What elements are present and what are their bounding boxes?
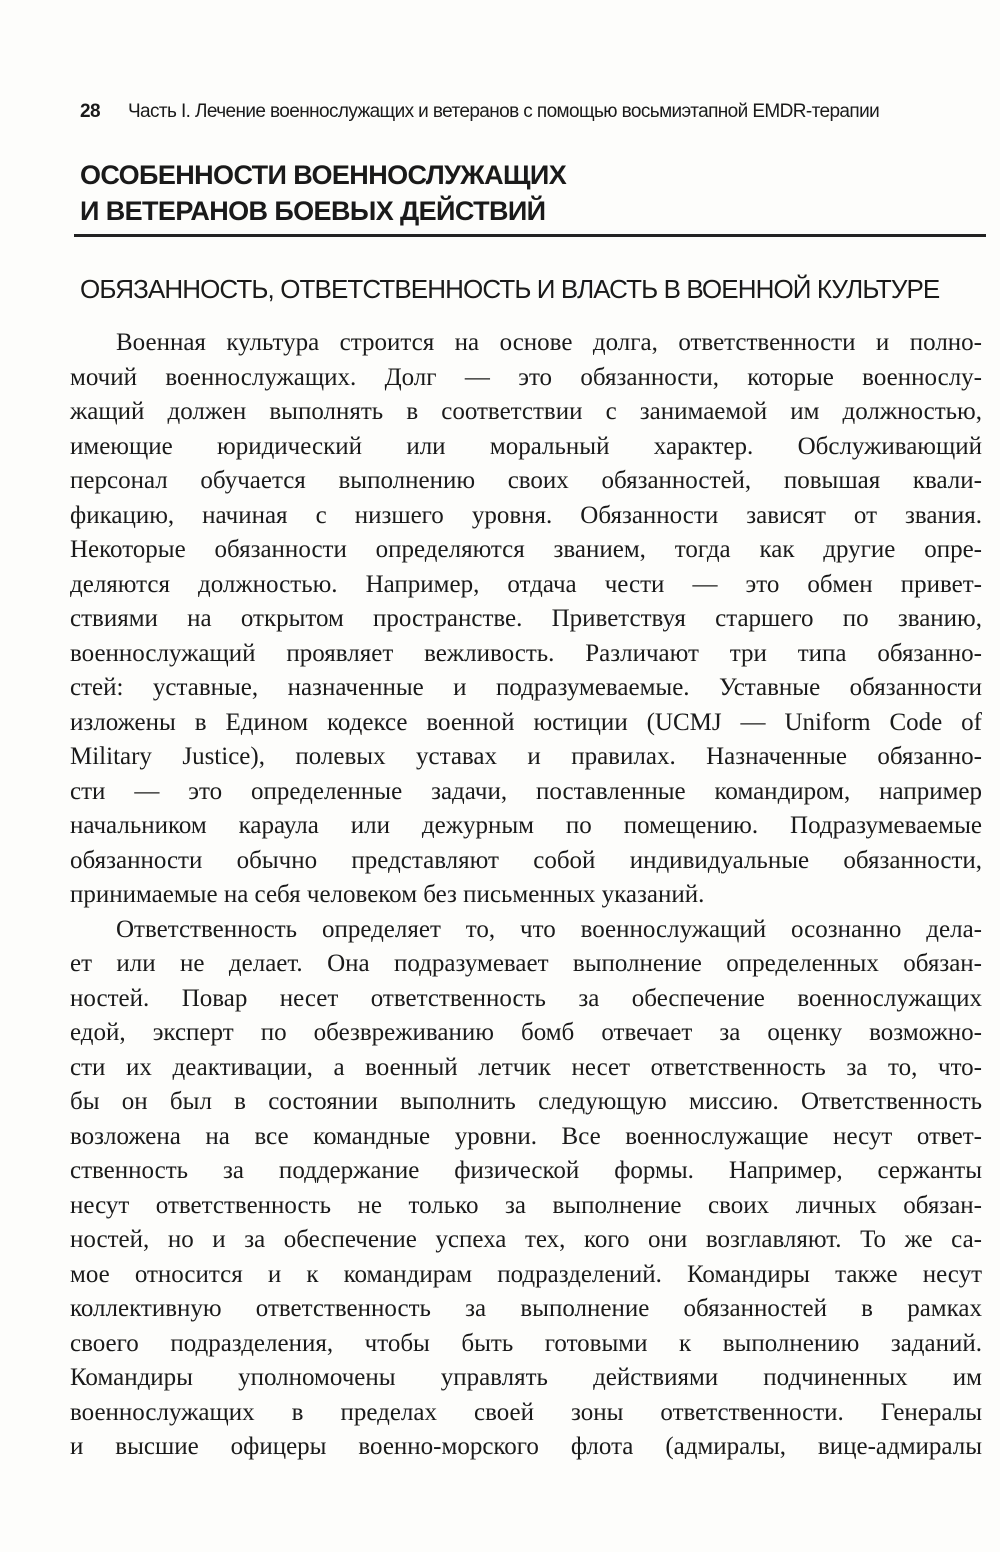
running-head bbox=[80, 101, 879, 123]
text-line: ет или не делает. Она подразумевает выполнение определенных обязан- bbox=[70, 950, 982, 977]
text-line: обязанности обычно представляют собой индивидуальные обязанности, bbox=[70, 846, 982, 874]
text-line: мочий военнослужащих. Долг — это обязанности, которые военнослу- bbox=[70, 363, 982, 391]
chapter-title-line: ОСОБЕННОСТИ ВОЕННОСЛУЖАЩИХ bbox=[80, 160, 567, 190]
text-line: ностей, но и за обеспечение успеха тех, кого они возглавляют. То же са- bbox=[70, 1226, 982, 1253]
text-line: коллективную ответственность за выполнение обязанностей в рамках bbox=[70, 1295, 982, 1322]
text-line: имеющие юридический или моральный характер. Обслуживающий bbox=[70, 432, 982, 460]
text-line: военнослужащий проявляет вежливость. Различают три типа обязанно- bbox=[70, 639, 982, 667]
text-line: Некоторые обязанности определяются званием, тогда как другие опре- bbox=[70, 536, 982, 563]
running-head-text: Часть I. Лечение военнослужащих и ветеранов с помощью восьмиэтапной EMDR-терапии bbox=[127, 101, 880, 122]
text-line: возложена на все командные уровни. Все военнослужащие несут ответ- bbox=[70, 1122, 982, 1150]
section-title: ОБЯЗАННОСТЬ, ОТВЕТСТВЕННОСТЬ И ВЛАСТЬ В ВОЕННОЙ КУЛЬТУРЕ bbox=[80, 274, 940, 304]
text-line: военнослужащих в пределах своей зоны ответственности. Генералы bbox=[70, 1398, 982, 1426]
text-line: и высшие офицеры военно-морского флота (адмиралы, вице-адмиралы bbox=[70, 1433, 982, 1460]
chapter-title-line: И ВЕТЕРАНОВ БОЕВЫХ ДЕЙСТВИЙ bbox=[80, 196, 546, 226]
text-line: принимаемые на себя человеком без письменных указаний. bbox=[70, 881, 705, 908]
text-line: персонал обучается выполнению своих обязанностей, повышая квали- bbox=[70, 467, 982, 494]
text-line: сти — это определенные задачи, поставленные командиром, например bbox=[70, 777, 982, 805]
page-number: 28 bbox=[80, 101, 100, 122]
text-line: ственность за поддержание физической формы. Например, сержанты bbox=[70, 1157, 982, 1184]
text-line: деляются должностью. Например, отдача чести — это обмен привет- bbox=[70, 570, 982, 598]
text-line: несут ответственность не только за выполнение своих личных обязан- bbox=[70, 1191, 982, 1219]
text-line: бы он был в состоянии выполнить следующую миссию. Ответственность bbox=[70, 1088, 982, 1115]
text-line: начальником караула или дежурным по помещению. Подразумеваемые bbox=[70, 812, 982, 839]
text-line: ностей. Повар несет ответственность за обеспечение военнослужащих bbox=[70, 984, 982, 1012]
body-text bbox=[70, 326, 982, 1465]
text-line: Командиры уполномочены управлять действиями подчиненных им bbox=[70, 1364, 982, 1391]
text-line: жащий должен выполнять в соответствии с занимаемой им должностью, bbox=[70, 398, 982, 425]
text-line: изложены в Едином кодексе военной юстиции (UCMJ — Uniform Code of bbox=[70, 708, 982, 736]
text-line: Military Justice), полевых уставах и правилах. Назначенные обязанно- bbox=[70, 743, 982, 770]
paragraph bbox=[70, 913, 982, 1465]
text-line: фикацию, начиная с низшего уровня. Обязанности зависят от звания. bbox=[70, 501, 982, 529]
chapter-title bbox=[80, 157, 566, 229]
text-line: ствиями на открытом пространстве. Приветствуя старшего по званию, bbox=[70, 605, 982, 632]
text-line: сти их деактивации, а военный летчик несет ответственность за то, что- bbox=[70, 1053, 982, 1081]
text-line: едой, эксперт по обезвреживанию бомб отвечает за оценку возможно- bbox=[70, 1019, 982, 1046]
text-line: своего подразделения, чтобы быть готовыми к выполнению заданий. bbox=[70, 1329, 982, 1357]
heading-rule bbox=[74, 234, 986, 237]
text-line: Ответственность определяет то, что военнослужащий осознанно дела- bbox=[116, 915, 982, 943]
text-line: Военная культура строится на основе долга, ответственности и полно- bbox=[116, 329, 982, 356]
paragraph bbox=[70, 326, 982, 913]
text-line: мое относится и к командирам подразделений. Командиры также несут bbox=[70, 1260, 982, 1288]
text-line: стей: уставные, назначенные и подразумеваемые. Уставные обязанности bbox=[70, 674, 982, 701]
